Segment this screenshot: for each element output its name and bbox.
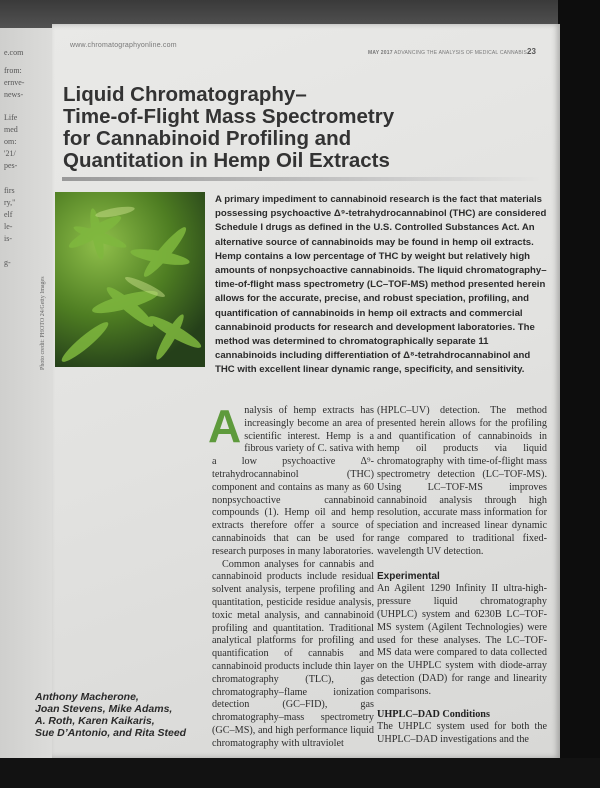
title-line: for Cannabinoid Profiling and [63, 127, 352, 150]
intro-text: nalysis of hemp extracts has increasingly become an area of scientific interest. Hemp is a fibrous variety of C. sativa with a low psychoactive Δ⁹-tetrahydrocannabinol (THC) component and contains as many as 60 nonpsychoactive cannabinoid compounds (1). Hemp oil and hemp extracts therefore offer a source of cannabinoids that can be used for research purposes in many laboratories. [212, 405, 374, 557]
article-title [63, 84, 443, 172]
previous-page-text-fragment: from: [4, 66, 22, 75]
page-number: 23 [527, 47, 536, 56]
section-heading-uhplc-dad: UHPLC–DAD Conditions [377, 708, 490, 720]
photo-credit: Photo credit: PHOTO 24/Getty Images [40, 276, 46, 370]
author-line: A. Roth, Karen Kaikaris, [35, 715, 155, 727]
running-header [368, 50, 527, 56]
hemp-leaf-icon [55, 192, 205, 367]
previous-page-text-fragment: e.com [4, 48, 24, 57]
background-bottom [0, 758, 600, 788]
title-rule [62, 177, 542, 181]
body-paragraph: Common analyses for cannabis and cannabinoid products include residual solvent analysis, terpene profiling and quantitation, pesticide residue analysis, toxic metal analysis, and cannabinoid profiling and quantitation. Traditional analytical platforms for profiling and quantification of cannabis and cannabinoid products include thin layer chromatography (TLC), gas chromatography–flame ionization detection (GC–FID), gas chromatography–mass spectrometry (GC–MS), and high performance liquid chromatography with ultraviolet [212, 558, 374, 749]
previous-page-text-fragment: is- [4, 234, 12, 243]
title-line: Time-of-Flight Mass Spectrometry [63, 105, 395, 128]
body-column-1 [208, 400, 374, 751]
previous-page-text-fragment: ry," [4, 198, 16, 207]
author-line: Joan Stevens, Mike Adams, [35, 703, 173, 715]
author-list [35, 691, 186, 739]
body-paragraph-continued: (HPLC–UV) detection. The method presented herein allows for the profiling and quantification of cannabinoids in hemp oil products via liquid chromatography with time-of-flight mass spectrometry detection (LC–TOF-MS). Using LC–TOF-MS improves cannabinoid analysis through high resolution, accurate mass information for speciation and increased linear dynamic range compared to traditional fixed-wavelength UV detection. [377, 405, 547, 557]
previous-page-text-fragment: elf [4, 210, 13, 219]
intro-paragraph [208, 400, 374, 559]
previous-page-text-fragment: firs [4, 186, 15, 195]
previous-page-text-fragment: Life [4, 113, 18, 122]
issue-date: MAY 2017 [368, 50, 393, 56]
article-abstract: A primary impediment to cannabinoid research is the fact that materials possessing psychoactive Δ⁹-tetrahydrocannabinol (THC) are considered Schedule I drugs as defined in the U.S. Controlled Substances Act. An alternative source of cannabinoids may be found in hemp oil extracts. Hemp contains a low percentage of THC by weight but relatively high amounts of nonpsychoactive cannabinoids. The liquid chromatography–time-of-flight mass spectrometry (LC–TOF-MS) method presented herein allows for the accurate, precise, and robust speciation, profiling, and quantification of cannabinoids in hemp oil extracts and commercial cannabinoid products for research and development laboratories. The method was determined to chromatographically separate 11 cannabinoids including differentiation of Δ⁸-tetrahdrocannabinol and THC with excellent linear dynamic range, specificity, and sensitivity. [215, 194, 547, 376]
experimental-paragraph: An Agilent 1290 Infinity II ultra-high-pressure liquid chromatography (UHPLC) system and 6230B LC–TOF-MS system (Agilent Technologies) were used for these analyses. The LC–TOF-MS data were compared to data collected on the UHPLC system with diode-array detection (DAD) for range and linearity comparisons. [377, 583, 547, 697]
previous-page-text-fragment: med [4, 125, 18, 134]
previous-page-text-fragment: om: [4, 137, 17, 146]
author-line: Anthony Macherone, [35, 691, 139, 703]
uhplc-paragraph: The UHPLC system used for both the UHPLC–DAD investigations and the [377, 721, 547, 746]
previous-page-text-fragment: le- [4, 222, 13, 231]
body-column-2 [377, 405, 547, 747]
previous-page-text-fragment: news- [4, 90, 24, 99]
section-heading-experimental: Experimental [377, 570, 440, 582]
hemp-leaves-photo [55, 192, 205, 367]
previous-page-edge [0, 28, 52, 758]
header-url: www.chromatographyonline.com [70, 42, 177, 49]
previous-page-text-fragment: pes- [4, 161, 18, 170]
section-name: ADVANCING THE ANALYSIS OF MEDICAL CANNABIS [394, 50, 527, 56]
previous-page-text-fragment: g- [4, 258, 11, 267]
background-right [558, 0, 600, 788]
previous-page-text-fragment: ernve- [4, 78, 25, 87]
previous-page-text-fragment: '21/ [4, 149, 16, 158]
author-line: Sue D’Antonio, and Rita Steed [35, 727, 187, 739]
title-line: Quantitation in Hemp Oil Extracts [63, 149, 390, 172]
title-line: Liquid Chromatography– [63, 83, 307, 106]
drop-cap: A [208, 400, 242, 452]
